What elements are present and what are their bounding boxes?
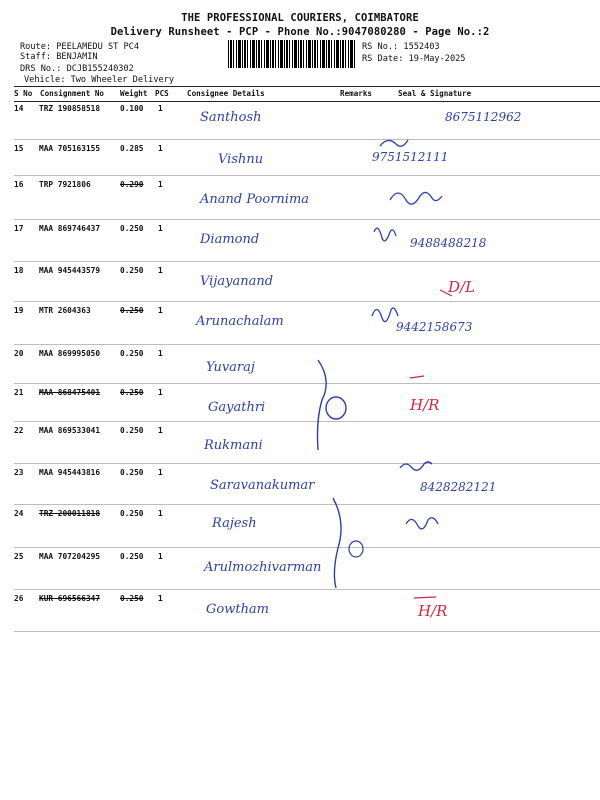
cell-consignment: MTR 2604363 <box>39 306 91 315</box>
cell-sno: 24 <box>14 509 24 518</box>
consignee-handwriting: Anand Poornima <box>200 192 310 207</box>
cell-sno: 17 <box>14 224 24 233</box>
cell-weight: 0.285 <box>120 144 144 153</box>
col-sno: S No <box>14 89 33 98</box>
col-weight: Weight <box>120 89 148 98</box>
cell-sno: 26 <box>14 594 24 603</box>
signature-scribble <box>372 308 398 322</box>
col-pcs: PCS <box>155 89 169 98</box>
cell-weight: 0.250 <box>120 349 144 358</box>
cell-sno: 25 <box>14 552 24 561</box>
drs-number: DRS No.: DCJB155240302 <box>20 64 134 74</box>
staff-label: Staff: BENJAMIN <box>20 52 98 62</box>
cell-sno: 21 <box>14 388 24 397</box>
consignee-handwriting: Gowtham <box>206 602 270 617</box>
cell-weight: 0.250 <box>120 509 144 518</box>
cell-sno: 18 <box>14 266 24 275</box>
brace-mark <box>318 360 327 450</box>
cell-consignment: MAA 945443579 <box>39 266 101 275</box>
cell-sno: 14 <box>14 104 24 113</box>
cell-pcs: 1 <box>158 552 163 561</box>
cell-pcs: 1 <box>158 144 163 153</box>
signature-scribble <box>406 518 438 529</box>
consignee-handwriting: Vijayanand <box>200 274 274 289</box>
signature-scribble <box>380 140 408 146</box>
cell-weight: 0.250 <box>120 306 144 315</box>
cell-pcs: 1 <box>158 180 163 189</box>
cell-pcs: 1 <box>158 266 163 275</box>
cell-sno: 22 <box>14 426 24 435</box>
consignee-handwriting: Saravanakumar <box>210 478 315 493</box>
seal-handwriting: 8675112962 <box>445 110 522 124</box>
consignee-handwriting: Arulmozhivarman <box>204 560 322 575</box>
consignee-handwriting: Arunachalam <box>196 314 284 329</box>
cell-weight: 0.290 <box>120 180 144 189</box>
red-mark <box>410 376 424 378</box>
signature-scribble <box>374 228 396 241</box>
cell-consignment: MAA 945443816 <box>39 468 101 477</box>
seal-handwriting: 9442158673 <box>396 320 473 334</box>
cell-sno: 15 <box>14 144 24 153</box>
red-mark <box>414 597 436 598</box>
consignee-handwriting: Vishnu <box>218 152 264 167</box>
cell-sno: 20 <box>14 349 24 358</box>
col-consignee: Consignee Details <box>187 89 265 98</box>
runsheet-subtitle: Delivery Runsheet - PCP - Phone No.:9047080280 - Page No.:2 <box>110 26 490 38</box>
route-label: Route: PEELAMEDU ST PC4 <box>20 42 139 52</box>
consignee-handwriting: Rajesh <box>212 516 257 531</box>
seal-handwriting: 8428282121 <box>420 480 497 494</box>
cell-pcs: 1 <box>158 594 163 603</box>
cell-pcs: 1 <box>158 104 163 113</box>
cell-pcs: 1 <box>158 426 163 435</box>
cell-pcs: 1 <box>158 509 163 518</box>
cell-weight: 0.250 <box>120 552 144 561</box>
cell-consignment: TRP 7921806 <box>39 180 91 189</box>
cell-consignment: MAA 707204295 <box>39 552 101 561</box>
cell-sno: 16 <box>14 180 24 189</box>
cell-consignment: MAA 705163155 <box>39 144 101 153</box>
cell-pcs: 1 <box>158 224 163 233</box>
circle-mark <box>349 541 363 557</box>
cell-consignment: MAA 869533041 <box>39 426 101 435</box>
signature-scribble <box>400 462 432 470</box>
cell-pcs: 1 <box>158 349 163 358</box>
cell-consignment: MAA 869995050 <box>39 349 101 358</box>
consignee-handwriting: Santhosh <box>200 110 262 125</box>
consignee-handwriting: Yuvaraj <box>206 360 255 375</box>
cell-weight: 0.250 <box>120 388 144 397</box>
consignee-handwriting: Diamond <box>200 232 260 247</box>
signature-scribble <box>390 192 442 204</box>
cell-consignment: TRZ 200011818 <box>39 509 101 518</box>
consignee-handwriting: Rukmani <box>204 438 263 453</box>
vehicle-label: Vehicle: Two Wheeler Delivery <box>24 75 175 85</box>
seal-handwriting: 9751512111 <box>372 150 449 164</box>
cell-consignment: MAA 869746437 <box>39 224 101 233</box>
company-title: THE PROFESSIONAL COURIERS, COIMBATORE <box>181 12 419 24</box>
cell-sno: 19 <box>14 306 24 315</box>
cell-pcs: 1 <box>158 468 163 477</box>
seal-handwriting: H/R <box>418 602 448 620</box>
cell-weight: 0.250 <box>120 266 144 275</box>
col-consignment: Consignment No <box>40 89 105 98</box>
col-seal: Seal & Signature <box>398 89 472 98</box>
cell-weight: 0.250 <box>120 426 144 435</box>
consignee-handwriting: Gayathri <box>208 400 266 415</box>
cell-consignment: KUR 696566347 <box>39 594 101 603</box>
seal-handwriting: D/L <box>448 278 476 296</box>
cell-weight: 0.250 <box>120 594 144 603</box>
seal-handwriting: 9488488218 <box>410 236 487 250</box>
cell-consignment: TRZ 190858518 <box>39 104 101 113</box>
cell-sno: 23 <box>14 468 24 477</box>
cell-weight: 0.250 <box>120 224 144 233</box>
cell-pcs: 1 <box>158 306 163 315</box>
rs-date: RS Date: 19-May-2025 <box>362 54 466 64</box>
cell-weight: 0.250 <box>120 468 144 477</box>
cell-consignment: MAA 868475401 <box>39 388 101 397</box>
rs-number: RS No.: 1552403 <box>362 42 440 52</box>
seal-handwriting: H/R <box>410 396 440 414</box>
col-remarks: Remarks <box>340 89 373 98</box>
cell-pcs: 1 <box>158 388 163 397</box>
circle-mark <box>326 397 346 419</box>
cell-weight: 0.100 <box>120 104 144 113</box>
brace-mark <box>333 498 341 588</box>
